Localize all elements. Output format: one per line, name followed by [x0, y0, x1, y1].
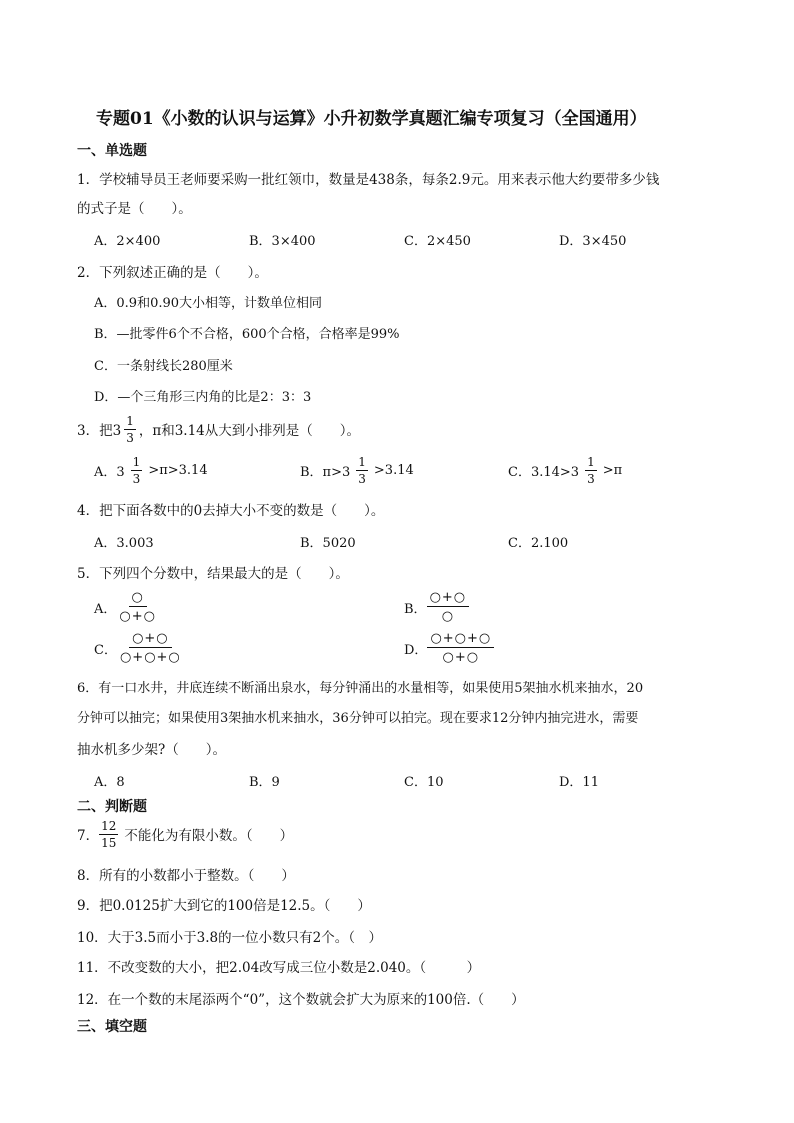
q4-option-a: A．3.003	[94, 536, 154, 551]
q3-option-a-pre: A．3	[94, 464, 125, 480]
q3-option-c-fraction	[585, 456, 597, 485]
q5-option-c	[94, 628, 184, 668]
q5-option-a-label: A．	[94, 601, 117, 617]
fraction-numerator: 12	[101, 818, 117, 833]
question-1-line-2: 的式子是（ ）。	[77, 201, 192, 217]
question-6-line-3: 抽水机多少架?（ ）。	[77, 742, 226, 758]
fraction-numerator: ○+○	[427, 591, 470, 607]
q5-option-d-label: D．	[404, 642, 428, 658]
fraction-denominator: ○+○	[442, 650, 480, 665]
q3-option-a	[94, 452, 208, 488]
question-8: 8．所有的小数都小于整数。（ ）	[77, 868, 295, 884]
q2-option-c: C．一条射线长280厘米	[94, 359, 233, 374]
question-1-line-1: 1．学校辅导员王老师要采购一批红领巾，数量是438条，每条2.9元。用来表示他大约要带多少钱	[77, 172, 660, 188]
q2-option-a: A．0.9和0.90大小相等，计数单位相同	[94, 296, 323, 311]
fraction-denominator: 3	[132, 471, 141, 486]
q5-option-c-fraction	[117, 632, 184, 664]
question-6-line-2: 分钟可以抽完；如果使用3架抽水机来抽水，36分钟可以拍完。现在要求12分钟内抽完进水，需要	[77, 711, 639, 726]
question-10: 10．大于3.5而小于3.8的一位小数只有2个。（ ）	[77, 930, 382, 946]
question-5-stem: 5．下列四个分数中，结果最大的是（ ）。	[77, 566, 349, 582]
question-11: 11．不改变数的大小，把2.04改写成三位小数是2.040。（ ）	[77, 960, 481, 976]
q3-option-c-post: >π	[602, 462, 623, 478]
q3-stem-pre: 3．把3	[77, 423, 122, 439]
q3-option-a-fraction	[131, 456, 143, 485]
question-2-stem: 2．下列叙述正确的是（ ）。	[77, 265, 268, 281]
fraction-denominator: 3	[126, 430, 134, 445]
q3-stem-fraction	[124, 415, 136, 444]
q6-option-d: D．11	[559, 775, 599, 790]
q2-option-b: B．—批零件6个不合格，600个合格，合格率是99%	[94, 327, 400, 342]
q4-option-c: C．2.100	[508, 536, 569, 551]
q5-option-a-fraction	[116, 591, 159, 623]
fraction-numerator: 1	[587, 454, 595, 469]
section-heading-single-choice: 一、单选题	[77, 143, 147, 159]
q6-option-a: A．8	[94, 775, 125, 790]
q5-option-d	[404, 628, 494, 668]
q4-option-b: B．5020	[300, 536, 356, 551]
q3-option-b-fraction	[356, 456, 368, 485]
fraction-denominator: ○+○+○	[119, 650, 181, 665]
fraction-numerator: ○+○	[129, 632, 172, 648]
q3-stem-post: ，π和3.14从大到小排列是（ ）。	[138, 423, 361, 439]
q7-fraction	[99, 820, 118, 849]
section-heading-fill-in: 三、填空题	[77, 1019, 147, 1035]
q1-option-c: C．2×450	[404, 234, 471, 249]
q5-option-b-label: B．	[404, 601, 427, 617]
q3-option-c-pre: C．3.14>3	[508, 464, 580, 480]
question-12: 12．在一个数的末尾添两个“0”，这个数就会扩大为原来的100倍.（ ）	[77, 992, 525, 1008]
q5-option-d-fraction	[427, 632, 494, 664]
fraction-denominator: 15	[101, 835, 117, 850]
q5-option-b-fraction	[427, 591, 470, 623]
page-title: 专题01《小数的认识与运算》小升初数学真题汇编专项复习（全国通用）	[96, 109, 647, 129]
q3-option-b	[300, 452, 414, 488]
fraction-numerator: ○+○+○	[427, 632, 494, 648]
q3-option-b-post: >3.14	[373, 462, 414, 478]
fraction-numerator: 1	[358, 454, 366, 469]
question-9: 9．把0.0125扩大到它的100倍是12.5。（ ）	[77, 898, 371, 914]
q1-option-d: D．3×450	[559, 234, 627, 249]
fraction-numerator: 1	[132, 454, 141, 469]
fraction-denominator: ○+○	[119, 609, 156, 624]
q5-option-b	[404, 587, 469, 627]
q7-number: 7．	[77, 828, 100, 844]
q1-option-b: B．3×400	[249, 234, 316, 249]
q7-text: 不能化为有限小数。（ ）	[124, 828, 294, 844]
fraction-numerator: 1	[126, 413, 134, 428]
question-3-stem	[77, 411, 360, 447]
fraction-denominator: 3	[587, 471, 595, 486]
q3-option-b-pre: B．π>3	[300, 464, 351, 480]
question-4-stem: 4．把下面各数中的0去掉大小不变的数是（ ）。	[77, 503, 385, 519]
q1-option-a: A．2×400	[94, 234, 161, 249]
section-heading-true-false: 二、判断题	[77, 799, 147, 815]
fraction-denominator: ○	[441, 609, 455, 624]
q5-option-a	[94, 587, 159, 627]
q3-option-c	[508, 452, 622, 488]
q3-option-a-post: >π>3.14	[148, 462, 208, 478]
q6-option-c: C．10	[404, 775, 444, 790]
q2-option-d: D．—个三角形三内角的比是2：3：3	[94, 390, 312, 405]
q6-option-b: B．9	[249, 775, 280, 790]
fraction-numerator: ○	[129, 591, 147, 607]
fraction-denominator: 3	[358, 471, 366, 486]
question-6-line-1: 6．有一口水井，井底连续不断涌出泉水，每分钟涌出的水量相等，如果使用5架抽水机来抽水，20	[77, 681, 644, 696]
q5-option-c-label: C．	[94, 642, 117, 658]
question-7	[77, 814, 293, 854]
